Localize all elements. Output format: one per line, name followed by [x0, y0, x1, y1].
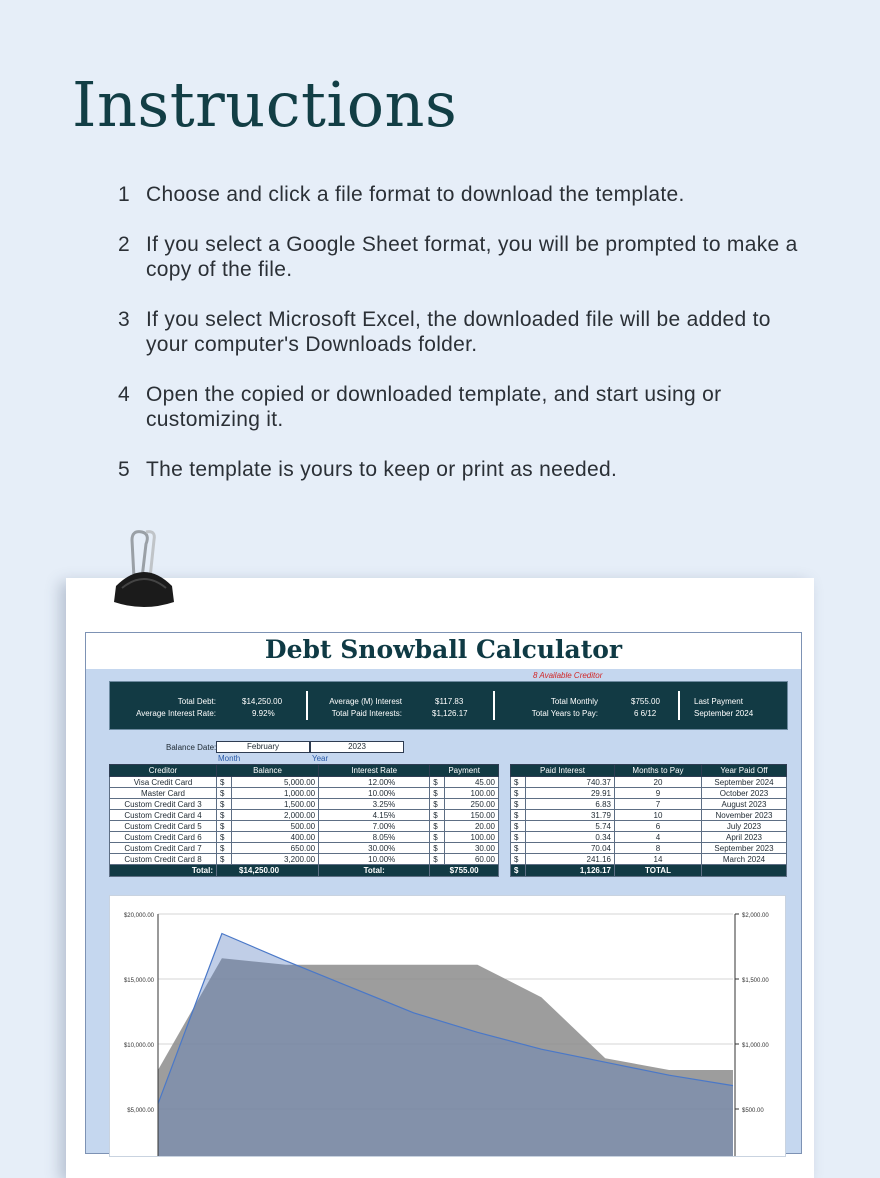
table-row [511, 810, 787, 821]
months-cell: 20 [615, 777, 702, 788]
currency-cell: $ [511, 843, 526, 854]
creditor-cell: Custom Credit Card 8 [110, 854, 217, 865]
currency-cell: $ [217, 777, 232, 788]
creditor-cell: Master Card [110, 788, 217, 799]
table-row [511, 821, 787, 832]
payment-cell[interactable]: 30.00 [445, 843, 499, 854]
available-creditor-note: 8 Available Creditor [533, 671, 603, 680]
creditor-cell: Custom Credit Card 3 [110, 799, 217, 810]
avg-rate-value: 9.92% [252, 709, 275, 718]
table-row [110, 854, 499, 865]
months-cell: 4 [615, 832, 702, 843]
step-text: If you select a Google Sheet format, you will be prompted to make a copy of the file. [146, 233, 798, 281]
total-paid-interest: 1,126.17 [526, 865, 615, 877]
months-cell: 14 [615, 854, 702, 865]
avg-interest-value: $117.83 [435, 697, 464, 706]
total-years-value: 6 6/12 [634, 709, 657, 718]
total-debt-label: Total Debt: [177, 697, 216, 706]
summary-divider [493, 691, 495, 720]
rate-cell[interactable]: 4.15% [319, 810, 430, 821]
payment-cell[interactable]: 20.00 [445, 821, 499, 832]
months-cell: 7 [615, 799, 702, 810]
total-debt-value: $14,250.00 [242, 697, 283, 706]
balance-cell[interactable]: 500.00 [232, 821, 319, 832]
last-payment-value: September 2024 [694, 709, 754, 718]
table-row [110, 799, 499, 810]
total-label: TOTAL [615, 865, 702, 877]
year-paid-off-cell: April 2023 [702, 832, 787, 843]
total-balance: $14,250.00 [217, 865, 319, 877]
rate-cell[interactable]: 30.00% [319, 843, 430, 854]
right-tick-label: $1,500.00 [742, 978, 769, 984]
total-monthly-label: Total Monthly [550, 697, 598, 706]
year-paid-off-cell: September 2024 [702, 777, 787, 788]
debt-chart-svg [110, 896, 785, 1156]
year-paid-off-cell: July 2023 [702, 821, 787, 832]
currency-cell: $ [511, 865, 526, 877]
year-caption: Year [312, 754, 329, 763]
currency-cell: $ [430, 788, 445, 799]
instruction-step [118, 382, 818, 432]
instruction-step [118, 182, 818, 207]
currency-cell: $ [430, 854, 445, 865]
total-years-label: Total Years to Pay: [531, 709, 598, 718]
table-row [110, 810, 499, 821]
total-label-2: Total: [319, 865, 430, 877]
avg-rate-label: Average Interest Rate: [136, 709, 216, 718]
balance-cell[interactable]: 5,000.00 [232, 777, 319, 788]
currency-cell: $ [217, 810, 232, 821]
rate-cell[interactable]: 10.00% [319, 788, 430, 799]
month-caption: Month [218, 754, 241, 763]
paid-interest-cell: 740.37 [526, 777, 615, 788]
summary-divider [306, 691, 308, 720]
year-paid-off-cell: November 2023 [702, 810, 787, 821]
currency-cell: $ [430, 799, 445, 810]
table-row [511, 843, 787, 854]
summary-panel [109, 681, 788, 730]
table-row [511, 788, 787, 799]
left-tick-label: $10,000.00 [123, 1043, 154, 1049]
column-header: Creditor [110, 765, 217, 777]
total-empty-cell [702, 865, 787, 877]
column-header: Interest Rate [319, 765, 430, 777]
payoff-table [510, 764, 787, 877]
step-text: Choose and click a file format to download the template. [146, 183, 685, 206]
creditor-cell: Custom Credit Card 6 [110, 832, 217, 843]
currency-cell: $ [430, 821, 445, 832]
rate-cell[interactable]: 12.00% [319, 777, 430, 788]
paid-interest-cell: 241.16 [526, 854, 615, 865]
currency-cell: $ [430, 832, 445, 843]
currency-cell: $ [217, 788, 232, 799]
step-number: 2 [118, 233, 130, 256]
currency-cell: $ [511, 810, 526, 821]
table-row [110, 843, 499, 854]
payment-cell[interactable]: 45.00 [445, 777, 499, 788]
year-paid-off-cell: October 2023 [702, 788, 787, 799]
rate-cell[interactable]: 3.25% [319, 799, 430, 810]
paid-interest-cell: 5.74 [526, 821, 615, 832]
currency-cell: $ [217, 854, 232, 865]
currency-cell: $ [430, 777, 445, 788]
currency-cell: $ [217, 799, 232, 810]
table-row [511, 777, 787, 788]
total-payment: $755.00 [430, 865, 499, 877]
total-label: Total: [110, 865, 217, 877]
step-text: If you select Microsoft Excel, the downloaded file will be added to your computer's Downloads folder. [146, 308, 771, 356]
right-tick-label: $2,000.00 [742, 913, 769, 919]
currency-cell: $ [511, 788, 526, 799]
column-header: Paid Interest [511, 765, 615, 777]
table-row [511, 854, 787, 865]
spreadsheet-preview [85, 632, 802, 1154]
right-tick-label: $500.00 [742, 1108, 764, 1114]
instruction-steps [118, 182, 818, 507]
creditor-cell: Custom Credit Card 4 [110, 810, 217, 821]
instruction-step [118, 307, 818, 357]
step-number: 5 [118, 458, 130, 481]
summary-divider [678, 691, 680, 720]
year-paid-off-cell: September 2023 [702, 843, 787, 854]
currency-cell: $ [511, 799, 526, 810]
months-cell: 6 [615, 821, 702, 832]
balance-cell[interactable]: 1,500.00 [232, 799, 319, 810]
payment-cell[interactable]: 60.00 [445, 854, 499, 865]
currency-cell: $ [430, 843, 445, 854]
rate-cell[interactable]: 8.05% [319, 832, 430, 843]
balance-cell[interactable]: 3,200.00 [232, 854, 319, 865]
rate-cell[interactable]: 7.00% [319, 821, 430, 832]
payment-cell[interactable]: 100.00 [445, 832, 499, 843]
balance-cell[interactable]: 2,000.00 [232, 810, 319, 821]
table-row [110, 821, 499, 832]
paid-interest-cell: 31.79 [526, 810, 615, 821]
year-paid-off-cell: March 2024 [702, 854, 787, 865]
currency-cell: $ [511, 821, 526, 832]
avg-interest-label: Average (M) Interest [329, 697, 402, 706]
column-header: Payment [430, 765, 499, 777]
table-row [110, 788, 499, 799]
months-cell: 9 [615, 788, 702, 799]
balance-month-field[interactable]: February [216, 741, 310, 753]
payment-cell[interactable]: 150.00 [445, 810, 499, 821]
currency-cell: $ [511, 777, 526, 788]
balance-cell[interactable]: 400.00 [232, 832, 319, 843]
payment-cell[interactable]: 250.00 [445, 799, 499, 810]
balance-year-field[interactable]: 2023 [310, 741, 404, 753]
balance-date-label: Balance Date: [166, 743, 217, 752]
paid-interest-cell: 70.04 [526, 843, 615, 854]
left-tick-label: $5,000.00 [127, 1108, 154, 1114]
debt-chart [109, 895, 786, 1157]
creditor-cell: Visa Credit Card [110, 777, 217, 788]
currency-cell: $ [430, 810, 445, 821]
step-number: 4 [118, 383, 130, 406]
creditor-cell: Custom Credit Card 5 [110, 821, 217, 832]
creditor-cell: Custom Credit Card 7 [110, 843, 217, 854]
paid-interest-cell: 6.83 [526, 799, 615, 810]
currency-cell: $ [511, 854, 526, 865]
currency-cell: $ [511, 832, 526, 843]
step-text: The template is yours to keep or print as needed. [146, 458, 618, 481]
currency-cell: $ [217, 821, 232, 832]
year-paid-off-cell: August 2023 [702, 799, 787, 810]
page-title: Instructions [72, 68, 458, 141]
currency-cell: $ [217, 843, 232, 854]
table-row [110, 777, 499, 788]
table-row [110, 832, 499, 843]
table-total-row [511, 865, 787, 877]
last-payment-label: Last Payment [694, 697, 743, 706]
total-paid-label: Total Paid Interests: [331, 709, 402, 718]
step-number: 1 [118, 183, 130, 206]
sheet-title: Debt Snowball Calculator [264, 635, 623, 664]
rate-cell[interactable]: 10.00% [319, 854, 430, 865]
paid-interest-cell: 0.34 [526, 832, 615, 843]
table-row [511, 799, 787, 810]
payment-cell[interactable]: 100.00 [445, 788, 499, 799]
column-header: Months to Pay [615, 765, 702, 777]
instruction-step [118, 457, 818, 482]
total-paid-value: $1,126.17 [432, 709, 468, 718]
step-number: 3 [118, 308, 130, 331]
months-cell: 8 [615, 843, 702, 854]
column-header: Year Paid Off [702, 765, 787, 777]
balance-cell[interactable]: 650.00 [232, 843, 319, 854]
instruction-step [118, 232, 818, 282]
months-cell: 10 [615, 810, 702, 821]
column-header: Balance [217, 765, 319, 777]
step-text: Open the copied or downloaded template, and start using or customizing it. [146, 383, 722, 431]
binder-clip-icon [108, 528, 180, 612]
left-tick-label: $20,000.00 [123, 913, 154, 919]
table-total-row [110, 865, 499, 877]
table-row [511, 832, 787, 843]
paid-interest-cell: 29.91 [526, 788, 615, 799]
balance-cell[interactable]: 1,000.00 [232, 788, 319, 799]
creditor-table [109, 764, 499, 877]
left-tick-label: $15,000.00 [123, 978, 154, 984]
currency-cell: $ [217, 832, 232, 843]
right-tick-label: $1,000.00 [742, 1043, 769, 1049]
total-monthly-value: $755.00 [631, 697, 660, 706]
